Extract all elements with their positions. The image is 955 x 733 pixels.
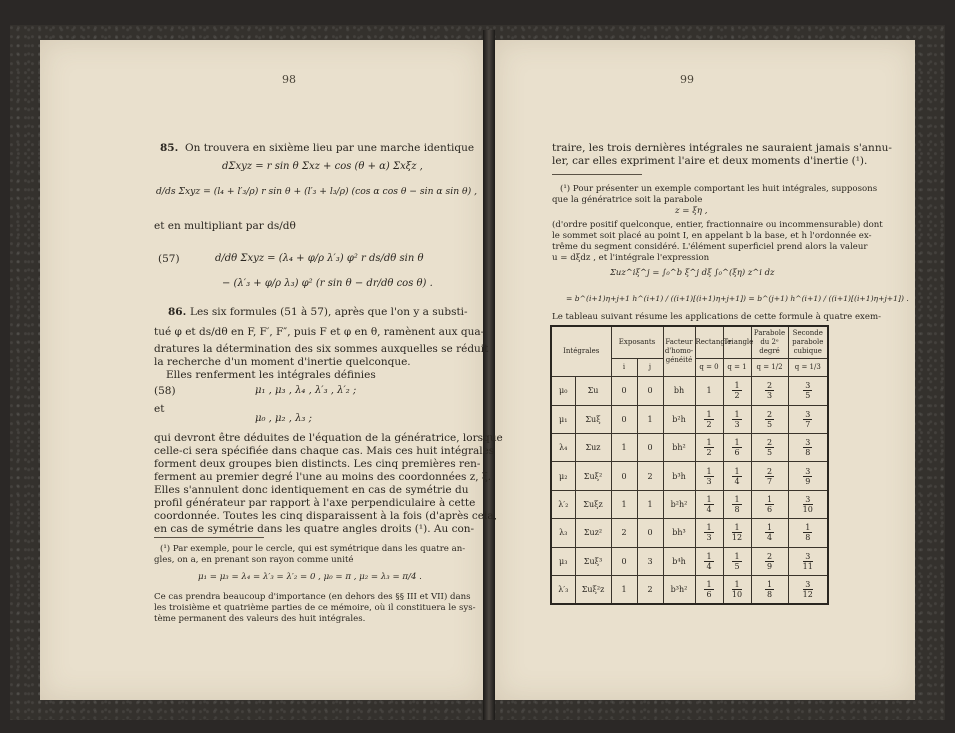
fraction-numerator: 1	[766, 523, 773, 533]
header-integrales: Intégrales	[551, 326, 611, 377]
triangle-value	[723, 576, 751, 604]
integral-sum: Σuξ²z	[575, 576, 611, 604]
right-fn-eq-3: = b^(i+1)η+j+1 h^(i+1) / ((i+1)[(i+1)η+j+1]) = b^(j+1) h^(i+1) / ((i+1)[(i+1)η+j+1]) .	[566, 294, 909, 303]
fraction-denominator: 11	[802, 561, 813, 571]
fraction-denominator: 6	[734, 448, 740, 458]
fraction-denominator: 12	[731, 533, 743, 543]
integral-name: λ′₃	[551, 576, 575, 604]
equation-1: dΣxyz = r sin θ Σxz + cos (θ + α) Σxξz ,	[222, 161, 423, 172]
fraction	[704, 495, 713, 514]
p2-line-6: profil générateur par rapport à l'axe perpendiculaire à cette	[154, 497, 476, 509]
footnote-line-1: (¹) Par exemple, pour le cercle, qui est symétrique dans les quatre an-	[160, 544, 466, 554]
fraction-numerator: 1	[706, 551, 712, 561]
integral-sum: Σuξz	[575, 490, 611, 518]
parabola-value	[751, 576, 788, 604]
fraction	[803, 552, 813, 571]
fraction	[803, 495, 813, 514]
homogeneity-factor: bh²	[663, 434, 695, 462]
fraction-numerator: 3	[803, 580, 813, 590]
fraction	[803, 438, 812, 457]
fraction-denominator: 3	[734, 419, 740, 429]
fraction	[803, 523, 812, 542]
fraction-denominator: 2	[706, 419, 712, 429]
et-word: et	[154, 403, 165, 415]
multiply-text: et en multipliant par ds/dθ	[154, 220, 296, 232]
cubic-parabola-value	[788, 434, 828, 462]
integrals-table	[550, 325, 829, 605]
fraction	[732, 381, 741, 400]
fraction-numerator: 2	[766, 409, 773, 419]
table-intro: Le tableau suivant résume les applications de cette formule à quatre exem-	[552, 312, 882, 322]
fraction	[803, 580, 813, 599]
fraction-numerator: 3	[803, 552, 813, 562]
p86-line-5: Elles renferment les intégrales définies	[166, 369, 376, 381]
homogeneity-factor: bh³	[663, 519, 695, 547]
exponent-j: 0	[637, 519, 663, 547]
fraction-denominator: 2	[734, 391, 740, 401]
rectangle-value	[695, 434, 723, 462]
homogeneity-factor: bh	[663, 377, 695, 405]
fraction-numerator: 2	[766, 551, 773, 561]
rectangle-value	[695, 547, 723, 575]
table-row	[551, 405, 828, 433]
table-row	[551, 576, 828, 604]
fraction	[765, 410, 774, 429]
exponent-i: 2	[611, 519, 637, 547]
header-triangle: Triangle	[723, 326, 751, 358]
exponent-j: 2	[637, 462, 663, 490]
fraction	[732, 552, 741, 571]
fraction-denominator: 3	[766, 391, 773, 401]
table-row	[551, 434, 828, 462]
equation-57a: d/dθ Σxyz = (λ₄ + φ/ρ λ′₃) φ² r ds/dθ sin θ	[215, 253, 424, 264]
fraction-denominator: 8	[805, 448, 811, 458]
triangle-value	[723, 490, 751, 518]
table-row	[551, 547, 828, 575]
header-q1: q = 1	[723, 358, 751, 376]
fraction-numerator: 1	[706, 466, 712, 476]
homogeneity-factor: b⁴h	[663, 547, 695, 575]
fraction-denominator: 10	[731, 590, 743, 600]
fraction-denominator: 4	[706, 505, 712, 515]
integral-name: μ₂	[551, 462, 575, 490]
fraction-numerator: 1	[732, 523, 742, 533]
equation-2: d/ds Σxyz = (l₄ + l′₃/ρ) r sin θ + (l′₃ + l₃/ρ) (cos α cos θ − sin α sin θ) ,	[156, 186, 477, 197]
homogeneity-factor: b³h	[663, 462, 695, 490]
integral-name: μ₀	[551, 377, 575, 405]
rectangle-value	[695, 519, 723, 547]
fraction-numerator: 3	[803, 495, 813, 505]
right-fn-line-2: que la génératrice soit la parabole	[552, 195, 703, 205]
header-exposants: Exposants	[611, 326, 663, 358]
fraction	[765, 495, 774, 514]
triangle-value	[723, 547, 751, 575]
fraction-numerator: 1	[734, 551, 740, 561]
fraction	[732, 495, 741, 514]
integral-sum: Σuξ²	[575, 462, 611, 490]
p2-line-2: celle-ci sera spécifiée dans chaque cas. Mais ces huit intégrales	[154, 445, 495, 457]
fraction	[803, 467, 812, 486]
fraction	[765, 523, 774, 542]
p2-line-4: ferment au premier degré l'une au moins des coordonnées z, ξ.	[154, 471, 492, 483]
fraction	[732, 438, 741, 457]
fraction-denominator: 6	[766, 505, 773, 515]
cubic-parabola-value	[788, 405, 828, 433]
fraction-numerator: 2	[766, 438, 773, 448]
fraction-numerator: 1	[706, 495, 712, 505]
equation-58a: μ₁ , μ₃ , λ₄ , λ′₃ , λ′₂ ;	[255, 385, 357, 396]
p86-line-1: Les six formules (51 à 57), après que l'on y a substi-	[190, 306, 468, 318]
fraction	[765, 552, 774, 571]
fraction-denominator: 5	[766, 448, 773, 458]
fraction-denominator: 9	[766, 561, 773, 571]
exponent-i: 1	[611, 434, 637, 462]
footnote2-line-1: Ce cas prendra beaucoup d'importance (en dehors des §§ III et VII) dans	[154, 592, 471, 602]
parabola-value	[751, 547, 788, 575]
right-fn-eq-2: Σuz^iξ^j = ∫₀^b ξ^j dξ ∫₀^(ξη) z^i dz	[610, 267, 775, 277]
fraction	[765, 580, 774, 599]
fraction-denominator: 9	[805, 476, 811, 486]
rectangle-value	[695, 576, 723, 604]
header-j: j	[637, 358, 663, 376]
header-rectangle: Rectangle	[695, 326, 723, 358]
section-86-number: 86.	[168, 306, 187, 318]
page-number-left: 98	[282, 73, 296, 86]
rectangle-value	[695, 405, 723, 433]
right-fn2-line-3: trême du segment considéré. L'élément superficiel prend alors la valeur	[552, 242, 868, 252]
parabola-value	[751, 519, 788, 547]
parabola-value	[751, 377, 788, 405]
fraction	[765, 381, 774, 400]
cubic-parabola-value	[788, 377, 828, 405]
fraction-numerator: 3	[805, 438, 811, 448]
right-fn2-line-1: (d'ordre positif quelconque, entier, fractionnaire ou incommensurable) dont	[552, 220, 883, 230]
rectangle-value	[695, 462, 723, 490]
fraction	[704, 410, 713, 429]
header-i: i	[611, 358, 637, 376]
p2-line-5: Elles s'annulent donc identiquement en cas de symétrie du	[154, 484, 469, 496]
p2-line-7: coordonnée. Toutes les cinq disparaissent à la fois (d'après cela,	[154, 510, 497, 522]
header-q-third: q = 1/3	[788, 358, 828, 376]
right-fn2-line-4: u = dξdz , et l'intégrale l'expression	[552, 253, 710, 263]
fraction-denominator: 7	[766, 476, 773, 486]
fraction-denominator: 5	[805, 391, 811, 401]
fraction-denominator: 5	[766, 419, 773, 429]
cubic-parabola-value	[788, 576, 828, 604]
exponent-i: 0	[611, 462, 637, 490]
exponent-i: 0	[611, 377, 637, 405]
triangle-value	[723, 377, 751, 405]
integral-name: λ′₂	[551, 490, 575, 518]
page-number-right: 99	[680, 73, 694, 86]
fraction-denominator: 6	[706, 590, 712, 600]
section-85-number: 85.	[160, 142, 179, 154]
integral-sum: Σu	[575, 377, 611, 405]
table-row	[551, 462, 828, 490]
fraction	[704, 552, 713, 571]
equation-57b: − (λ′₃ + φ/ρ λ₃) φ² (r sin θ − dr/dθ cos θ) .	[222, 278, 433, 289]
fraction-denominator: 2	[706, 448, 712, 458]
footnote2-line-3: tème permanent des valeurs des huit intégrales.	[154, 614, 366, 624]
integral-sum: Σuξ	[575, 405, 611, 433]
fraction	[704, 523, 713, 542]
equation-58b: μ₀ , μ₂ , λ₃ ;	[255, 413, 312, 424]
p2-line-1: qui devront être déduites de l'équation de la génératrice, lorsque	[154, 432, 503, 444]
footnote-rule-left	[154, 537, 264, 538]
right-fn-line-1: (¹) Pour présenter un exemple comportant les huit intégrales, supposons	[560, 184, 878, 194]
fraction-denominator: 12	[802, 590, 813, 600]
table-row	[551, 377, 828, 405]
exponent-j: 1	[637, 490, 663, 518]
footnote-rule-right	[552, 174, 642, 175]
fraction	[803, 381, 812, 400]
p2-line-8: en cas de symétrie dans les quatre angles droits (¹). Au con-	[154, 523, 475, 535]
fraction-numerator: 1	[706, 580, 712, 590]
cubic-parabola-value	[788, 462, 828, 490]
cubic-parabola-value	[788, 490, 828, 518]
fraction-numerator: 1	[805, 523, 811, 533]
fraction	[704, 438, 713, 457]
fraction-numerator: 1	[706, 409, 712, 419]
fraction-denominator: 8	[734, 505, 740, 515]
fraction-numerator: 2	[766, 466, 773, 476]
p2-line-3: forment deux groupes bien distincts. Les cinq premières ren-	[154, 458, 481, 470]
homogeneity-factor: b³h²	[663, 576, 695, 604]
fraction	[704, 580, 713, 599]
fraction-numerator: 2	[766, 381, 773, 391]
fraction-numerator: 1	[706, 386, 712, 396]
footnote-equation: μ₁ = μ₃ = λ₄ = λ′₃ = λ′₂ = 0 , μ₀ = π , μ₂ = λ₃ = π/4 .	[198, 572, 422, 582]
parabola-value	[751, 405, 788, 433]
exponent-j: 3	[637, 547, 663, 575]
fraction-numerator: 1	[706, 523, 712, 533]
fraction-numerator: 3	[805, 409, 811, 419]
fraction-numerator: 1	[732, 580, 742, 590]
parabola-value	[751, 490, 788, 518]
equation-57-number: (57)	[158, 253, 180, 265]
header-facteur: Facteur d'homo-généité	[663, 326, 695, 377]
right-top-line-2: ler, car elles expriment l'aire et deux moments d'inertie (¹).	[552, 155, 868, 167]
footnote2-line-2: les troisième et quatrième parties de ce mémoire, où il constituera le sys-	[154, 603, 476, 613]
fraction	[704, 467, 713, 486]
cubic-parabola-value	[788, 519, 828, 547]
fraction-denominator: 10	[802, 505, 813, 515]
right-top-line-1: traire, les trois dernières intégrales ne sauraient jamais s'annu-	[552, 142, 892, 154]
section-85-text: On trouvera en sixième lieu par une marche identique	[185, 142, 475, 154]
fraction	[732, 580, 742, 599]
header-seconde: Seconde parabole cubique	[788, 326, 828, 358]
fraction	[803, 410, 812, 429]
p86-line-2: tué φ et ds/dθ en F, F′, F″, puis F et φ en θ, ramènent aux qua-	[154, 326, 485, 338]
fraction	[732, 523, 742, 542]
header-parabole: Parabole du 2ᵉ degré	[751, 326, 788, 358]
fraction-numerator: 1	[734, 466, 740, 476]
homogeneity-factor: b²h	[663, 405, 695, 433]
fraction-denominator: 8	[766, 590, 773, 600]
fraction-numerator: 3	[805, 381, 811, 391]
header-q0: q = 0	[695, 358, 723, 376]
fraction-denominator: 5	[734, 561, 740, 571]
exponent-i: 1	[611, 576, 637, 604]
fraction-numerator: 3	[805, 466, 811, 476]
integral-name: λ₃	[551, 519, 575, 547]
integral-sum: Σuz²	[575, 519, 611, 547]
book-gutter	[483, 30, 495, 720]
parabola-value	[751, 462, 788, 490]
exponent-j: 2	[637, 576, 663, 604]
fraction-denominator: 3	[706, 476, 712, 486]
exponent-i: 1	[611, 490, 637, 518]
fraction	[765, 438, 774, 457]
header-q-half: q = 1/2	[751, 358, 788, 376]
integral-name: μ₁	[551, 405, 575, 433]
triangle-value	[723, 519, 751, 547]
table-row	[551, 490, 828, 518]
exponent-i: 0	[611, 405, 637, 433]
fraction-denominator: 8	[805, 533, 811, 543]
triangle-value	[723, 405, 751, 433]
p86-line-3: dratures la détermination des six sommes auxquelles se réduit	[154, 343, 489, 355]
fraction-denominator: 7	[805, 419, 811, 429]
integral-sum: Σuz	[575, 434, 611, 462]
fraction-numerator: 1	[766, 580, 773, 590]
rectangle-value	[695, 377, 723, 405]
exponent-j: 0	[637, 434, 663, 462]
exponent-j: 1	[637, 405, 663, 433]
equation-58-number: (58)	[154, 385, 176, 397]
fraction-numerator: 1	[766, 495, 773, 505]
fraction-numerator: 1	[734, 438, 740, 448]
footnote-line-2: gles, on a, en prenant son rayon comme unité	[154, 555, 354, 565]
triangle-value	[723, 434, 751, 462]
fraction	[704, 386, 713, 395]
rectangle-value	[695, 490, 723, 518]
cubic-parabola-value	[788, 547, 828, 575]
right-fn2-line-2: le sommet soit placé au point I, en appelant b la base, et h l'ordonnée ex-	[552, 231, 872, 241]
parabola-value	[751, 434, 788, 462]
fraction-denominator: 4	[706, 561, 712, 571]
homogeneity-factor: b²h²	[663, 490, 695, 518]
fraction	[765, 467, 774, 486]
fraction-denominator: 3	[706, 533, 712, 543]
exponent-j: 0	[637, 377, 663, 405]
fraction-denominator: 4	[766, 533, 773, 543]
exponent-i: 0	[611, 547, 637, 575]
integral-sum: Σuξ³	[575, 547, 611, 575]
integral-name: μ₃	[551, 547, 575, 575]
fraction-numerator: 1	[734, 409, 740, 419]
fraction-denominator: 4	[734, 476, 740, 486]
right-fn-eq-1: z = ξη ,	[675, 206, 708, 216]
integral-name: λ₄	[551, 434, 575, 462]
fraction	[732, 410, 741, 429]
fraction	[732, 467, 741, 486]
table-row	[551, 519, 828, 547]
fraction-numerator: 1	[706, 438, 712, 448]
fraction-numerator: 1	[734, 381, 740, 391]
fraction-numerator: 1	[734, 495, 740, 505]
triangle-value	[723, 462, 751, 490]
p86-line-4: la recherche d'un moment d'inertie quelconque.	[154, 356, 411, 368]
